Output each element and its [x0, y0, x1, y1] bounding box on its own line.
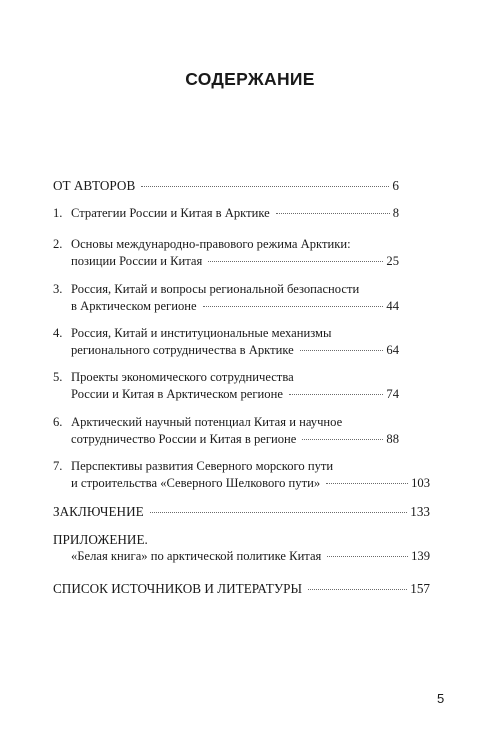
toc-page-number: 157 — [410, 581, 430, 596]
page-number: 5 — [437, 691, 445, 706]
toc-entry-label: СПИСОК ИСТОЧНИКОВ И ЛИТЕРАТУРЫ — [53, 581, 302, 596]
leader-dots — [326, 483, 408, 484]
toc-entry-label-line-1: Россия, Китай и институциональные механизмы — [71, 326, 332, 340]
leader-dots — [276, 213, 390, 214]
leader-dots — [300, 350, 384, 351]
toc-entry-label-line-2: и строительства «Северного Шелкового пути» — [71, 476, 321, 490]
toc-entry-label-line-1: ПРИЛОЖЕНИЕ. — [53, 532, 148, 547]
chapter-number: 5. — [53, 370, 63, 384]
toc-entry-chapter-7 — [53, 458, 430, 492]
leader-dots — [203, 306, 384, 307]
toc-page-number: 74 — [386, 387, 399, 401]
toc-entry-label: ОТ АВТОРОВ — [53, 178, 136, 193]
toc-page-number: 133 — [410, 504, 430, 519]
toc-entry-label-line-2: «Белая книга» по арктической политике Китая — [71, 549, 322, 563]
toc-entry-chapter-3 — [53, 281, 399, 315]
leader-dots — [289, 394, 384, 395]
toc-entry-label: ЗАКЛЮЧЕНИЕ — [53, 504, 144, 519]
toc-entry-chapter-2 — [53, 236, 399, 270]
chapter-number: 1. — [53, 206, 63, 220]
toc-page-number: 103 — [411, 476, 430, 490]
toc-entry-conclusion — [53, 503, 430, 520]
toc-entry-chapter-4 — [53, 325, 399, 359]
leader-dots — [302, 439, 383, 440]
toc-page-number: 8 — [392, 206, 399, 220]
leader-dots — [208, 261, 383, 262]
chapter-number: 4. — [53, 326, 63, 340]
leader-dots — [141, 186, 389, 187]
leader-dots — [150, 512, 408, 513]
toc-page-number: 64 — [386, 343, 399, 357]
toc-entry-label-line-1: Перспективы развития Северного морского пути — [71, 459, 334, 473]
chapter-number: 3. — [53, 282, 63, 296]
toc-entry-label-line-1: Арктический научный потенциал Китая и научное — [71, 415, 343, 429]
leader-dots — [327, 556, 408, 557]
toc-entry-chapter-1 — [53, 205, 399, 222]
toc-page-number: 139 — [411, 549, 430, 563]
chapter-number: 6. — [53, 415, 63, 429]
leader-dots — [308, 589, 407, 590]
toc-entry-label-line-2: в Арктическом регионе — [71, 299, 197, 313]
chapter-number: 2. — [53, 237, 63, 251]
toc-page-number: 44 — [386, 299, 399, 313]
toc-entry-chapter-6 — [53, 414, 399, 448]
toc-entry-label-line-1: Проекты экономического сотрудничества — [71, 370, 294, 384]
toc-entry-label-line-2: регионального сотрудничества в Арктике — [71, 343, 294, 357]
toc-page-number: 6 — [392, 178, 399, 193]
toc-entry-label-line-1: Основы международно-правового режима Арктики: — [71, 237, 351, 251]
toc-entry-label-line-2: позиции России и Китая — [71, 254, 203, 268]
toc-page-number: 25 — [386, 254, 399, 268]
toc-entry-appendix — [53, 531, 430, 565]
page-title: СОДЕРЖАНИЕ — [185, 69, 315, 89]
toc-entry-label: Стратегии России и Китая в Арктике — [71, 206, 270, 220]
toc-entry-label-line-1: Россия, Китай и вопросы региональной безопасности — [71, 282, 360, 296]
toc-entry-chapter-5 — [53, 369, 399, 403]
chapter-number: 7. — [53, 459, 63, 473]
toc-page-number: 88 — [386, 432, 399, 446]
toc-entry-from-authors — [53, 177, 399, 194]
toc-entry-sources — [53, 580, 430, 597]
toc-entry-label-line-2: сотрудничество России и Китая в регионе — [71, 432, 297, 446]
toc-entry-label-line-2: России и Китая в Арктическом регионе — [71, 387, 283, 401]
